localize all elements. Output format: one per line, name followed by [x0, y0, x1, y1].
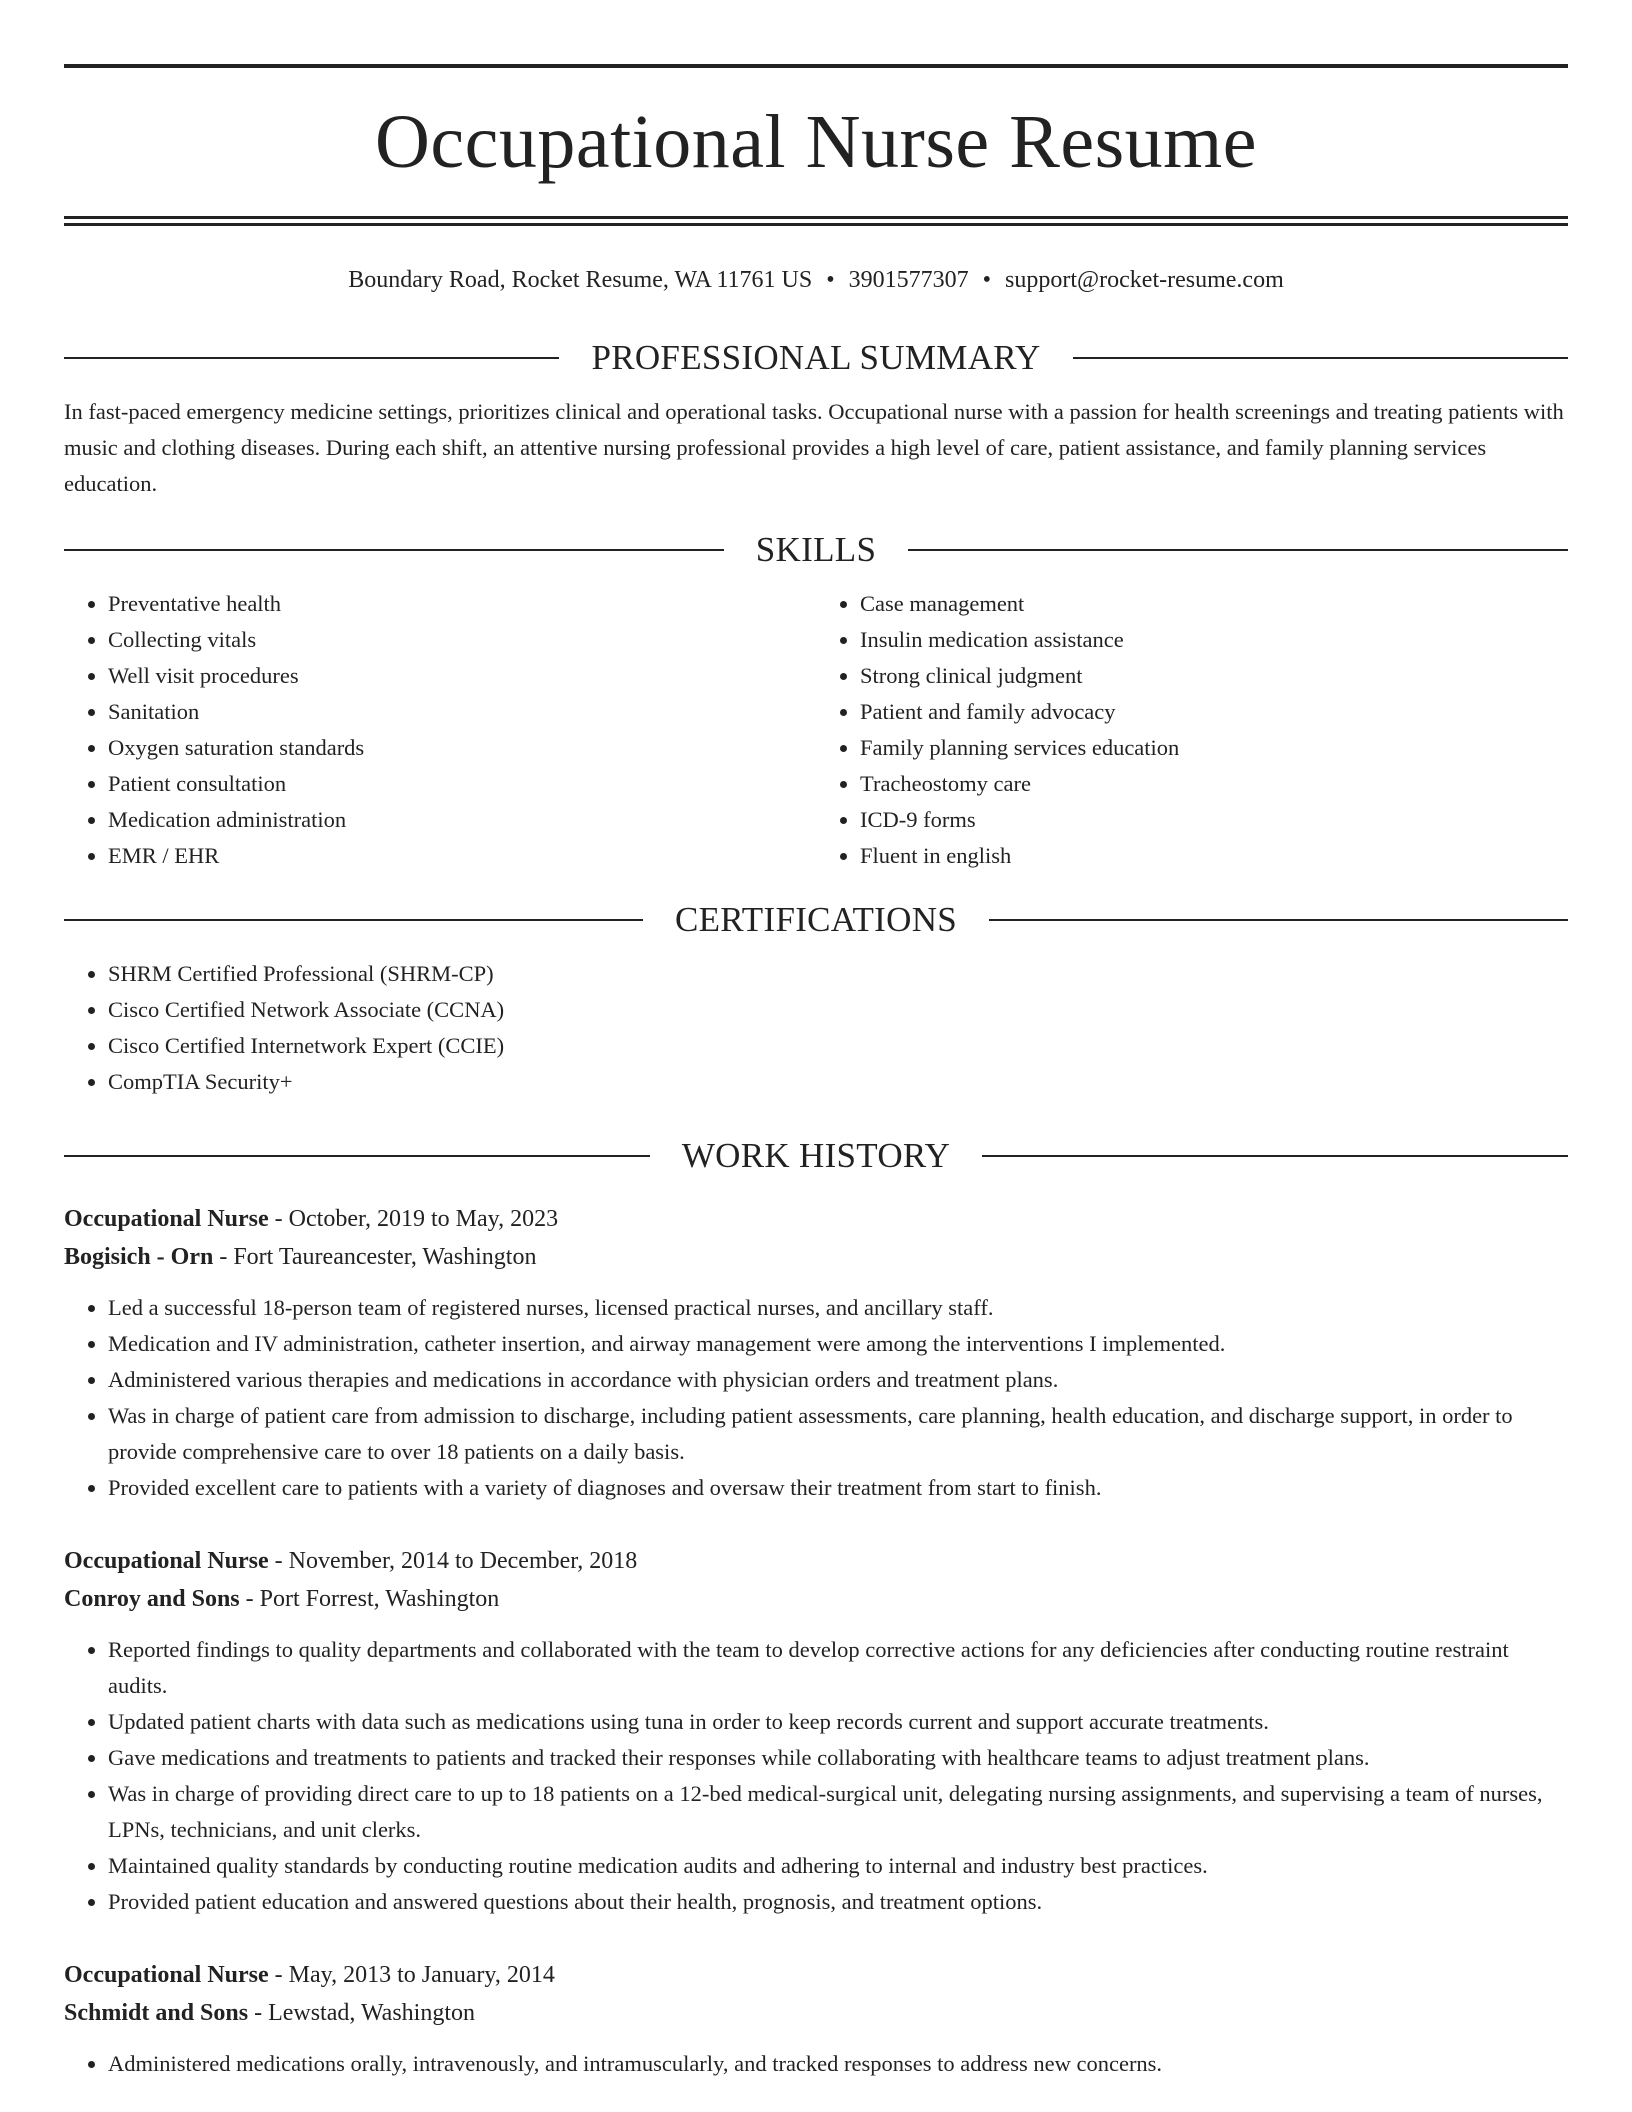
job-role: Occupational Nurse [64, 1962, 269, 1988]
heading-rule [64, 357, 559, 359]
heading-rule [64, 919, 643, 921]
skill-item: • Medication administration [108, 802, 816, 838]
skill-item: • Strong clinical judgment [860, 658, 1568, 694]
skills-heading-label: SKILLS [755, 530, 877, 569]
job-company: Bogisich - Orn [64, 1244, 214, 1270]
skills-columns [64, 586, 1568, 874]
job-role: Occupational Nurse [64, 1548, 269, 1574]
job-bullet: • Gave medications and treatments to patients and tracked their responses while collaborating with healthcare teams to adjust treatment plans. [108, 1740, 1568, 1776]
job-bullet: • Reported findings to quality departments and collaborated with the team to develop corrective actions for any deficiencies after conducting routine restraint audits. [108, 1632, 1568, 1704]
job-company: Schmidt and Sons [64, 2000, 249, 2026]
summary-heading-label: PROFESSIONAL SUMMARY [591, 338, 1041, 377]
job-dates: - October, 2019 to May, 2023 [268, 1206, 559, 1232]
job-bullet: • Provided excellent care to patients with a variety of diagnoses and oversaw their treatment from start to finish. [108, 1470, 1568, 1506]
job-role-line [64, 1542, 1568, 1580]
job-company-line [64, 1238, 1568, 1276]
job-bullet: • Updated patient charts with data such as medications using tuna in order to keep records current and support accurate treatments. [108, 1704, 1568, 1740]
job-entry [64, 1956, 1568, 2082]
job-bullet: • Administered various therapies and medications in accordance with physician orders and treatment plans. [108, 1362, 1568, 1398]
job-bullet: • Was in charge of providing direct care to up to 18 patients on a 12-bed medical-surgical unit, delegating nursing assignments, and supervising a team of nurses, LPNs, technicians, and unit clerks. [108, 1776, 1568, 1848]
job-location: - Lewstad, Washington [248, 2000, 475, 2026]
job-bullets [64, 1290, 1568, 1506]
job-company-line [64, 1580, 1568, 1618]
certifications-heading-label: CERTIFICATIONS [674, 900, 958, 939]
job-bullets [64, 1632, 1568, 1920]
skills-list-right [816, 586, 1568, 874]
job-bullet: • Was in charge of patient care from admission to discharge, including patient assessments, care planning, health education, and discharge support, in order to provide comprehensive care to over 18 patients on a daily basis. [108, 1398, 1568, 1470]
contact-address: Boundary Road, Rocket Resume, WA 11761 US [348, 267, 813, 293]
skill-item: • Fluent in english [860, 838, 1568, 874]
skill-item: • Collecting vitals [108, 622, 816, 658]
work-heading-label: WORK HISTORY [681, 1136, 951, 1175]
work-history [64, 1200, 1568, 2082]
job-role-line [64, 1956, 1568, 1994]
skill-item: • Oxygen saturation standards [108, 730, 816, 766]
resume-title: Occupational Nurse Resume [374, 100, 1257, 184]
summary-heading [64, 336, 1568, 380]
skill-item: • Tracheostomy care [860, 766, 1568, 802]
job-dates: - May, 2013 to January, 2014 [268, 1962, 555, 1988]
title-double-rule [64, 216, 1568, 226]
certifications-heading [64, 898, 1568, 942]
skill-item: • Patient consultation [108, 766, 816, 802]
contact-separator: • [982, 267, 992, 293]
skills-heading [64, 528, 1568, 572]
heading-rule [908, 549, 1568, 551]
skill-item: • ICD-9 forms [860, 802, 1568, 838]
job-bullet: • Administered medications orally, intravenously, and intramuscularly, and tracked responses to address new concerns. [108, 2046, 1568, 2082]
job-company-line [64, 1994, 1568, 2032]
certification-item: • Cisco Certified Internetwork Expert (CCIE) [108, 1028, 1568, 1064]
summary-text: In fast-paced emergency medicine settings, prioritizes clinical and operational tasks. Occupational nurse with a passion for health screenings and treating patients with music and clothing diseases. During each shift, an attentive nursing professional provides a high level of care, patient assistance, and family planning services education. [64, 399, 1564, 496]
job-bullet: • Provided patient education and answered questions about their health, prognosis, and treatment options. [108, 1884, 1568, 1920]
job-role-line [64, 1200, 1568, 1238]
job-bullet: • Maintained quality standards by conducting routine medication audits and adhering to internal and industry best practices. [108, 1848, 1568, 1884]
heading-rule [982, 1155, 1568, 1157]
work-heading [64, 1134, 1568, 1178]
job-entry [64, 1542, 1568, 1920]
contact-separator: • [826, 267, 835, 293]
skill-item: • EMR / EHR [108, 838, 816, 874]
job-bullet: • Medication and IV administration, catheter insertion, and airway management were among the interventions I implemented. [108, 1326, 1568, 1362]
skill-item: • Preventative health [108, 586, 816, 622]
skill-item: • Patient and family advocacy [860, 694, 1568, 730]
job-role: Occupational Nurse [64, 1206, 269, 1232]
job-company: Conroy and Sons [64, 1586, 240, 1612]
heading-rule [64, 549, 724, 551]
job-location: - Port Forrest, Washington [239, 1586, 500, 1612]
resume-page [64, 64, 1568, 2082]
job-dates: - November, 2014 to December, 2018 [268, 1548, 638, 1574]
skills-list-left [64, 586, 816, 874]
job-location: - Fort Taureancester, Washington [213, 1244, 537, 1270]
job-bullets [64, 2046, 1568, 2082]
certification-item: • Cisco Certified Network Associate (CCNA) [108, 992, 1568, 1028]
certification-item: • SHRM Certified Professional (SHRM-CP) [108, 956, 1568, 992]
job-bullet: • Led a successful 18-person team of registered nurses, licensed practical nurses, and ancillary staff. [108, 1290, 1568, 1326]
job-entry [64, 1200, 1568, 1506]
skill-item: • Case management [860, 586, 1568, 622]
heading-rule [64, 1155, 650, 1157]
contact-line [64, 260, 1568, 300]
heading-rule [1073, 357, 1568, 359]
certification-item: • CompTIA Security+ [108, 1064, 1568, 1100]
certifications-list [64, 956, 1568, 1100]
skill-item: • Family planning services education [860, 730, 1568, 766]
heading-rule [989, 919, 1568, 921]
skill-item: • Insulin medication assistance [860, 622, 1568, 658]
skill-item: • Well visit procedures [108, 658, 816, 694]
skill-item: • Sanitation [108, 694, 816, 730]
top-rule [64, 64, 1568, 68]
contact-phone: 3901577307 [848, 267, 969, 293]
contact-email: support@rocket-resume.com [1005, 267, 1284, 293]
